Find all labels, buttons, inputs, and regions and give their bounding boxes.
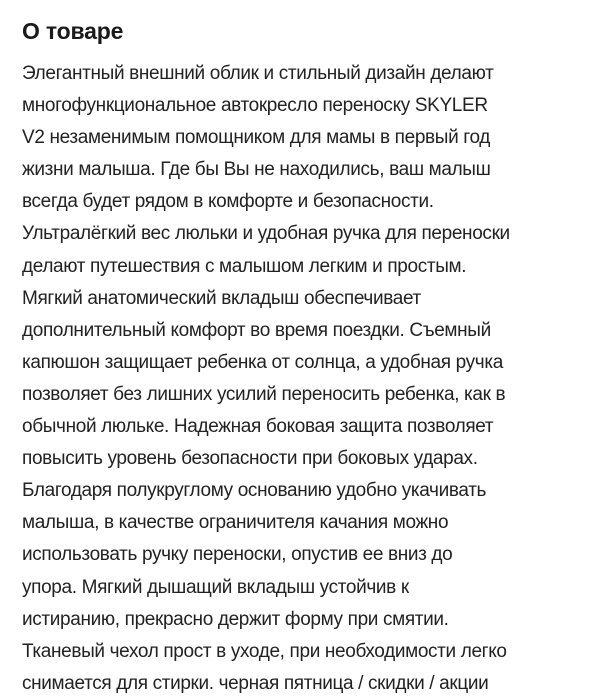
description-line: Мягкий анатомический вкладыш обеспечивает: [22, 287, 421, 309]
description-line: позволяет без лишних усилий переносить ребенка, как в: [22, 383, 506, 405]
description-line: делают путешествия с малышом легким и простым.: [22, 255, 467, 277]
description-line: Элегантный внешний облик и стильный дизайн делают: [22, 63, 494, 84]
description-line: Ультралёгкий вес люльки и удобная ручка для переноски: [22, 223, 510, 245]
description-line: повысить уровень безопасности при боковых ударах.: [22, 448, 478, 470]
description-line: использовать ручку переноски, опустив ее вниз до: [22, 544, 453, 566]
product-description: [22, 58, 602, 700]
description-line: Благодаря полукруглому основанию удобно укачивать: [22, 480, 487, 502]
description-line: капюшон защищает ребенка от солнца, а удобная ручка: [22, 351, 503, 373]
description-line: снимается для стирки. черная пятница / скидки / акции: [22, 672, 489, 694]
section-title: О товаре: [22, 18, 124, 44]
description-line: дополнительный комфорт во время поездки. Съемный: [22, 319, 491, 341]
description-line: обычной люльке. Надежная боковая защита позволяет: [22, 416, 494, 438]
description-line: многофункциональное автокресло переноску SKYLER: [22, 95, 488, 117]
description-line: упора. Мягкий дышащий вкладыш устойчив к: [22, 576, 409, 598]
description-line: всегда будет рядом в комфорте и безопасности.: [22, 191, 434, 213]
description-line: истиранию, прекрасно держит форму при смятии.: [22, 608, 449, 630]
description-line: Тканевый чехол прост в уходе, при необходимости легко: [22, 640, 507, 662]
description-line: малыша, в качестве ограничителя качания можно: [22, 512, 449, 534]
description-line: V2 незаменимым помощником для мамы в первый год: [22, 127, 490, 149]
description-line: жизни малыша. Где бы Вы не находились, ваш малыш: [22, 159, 491, 181]
